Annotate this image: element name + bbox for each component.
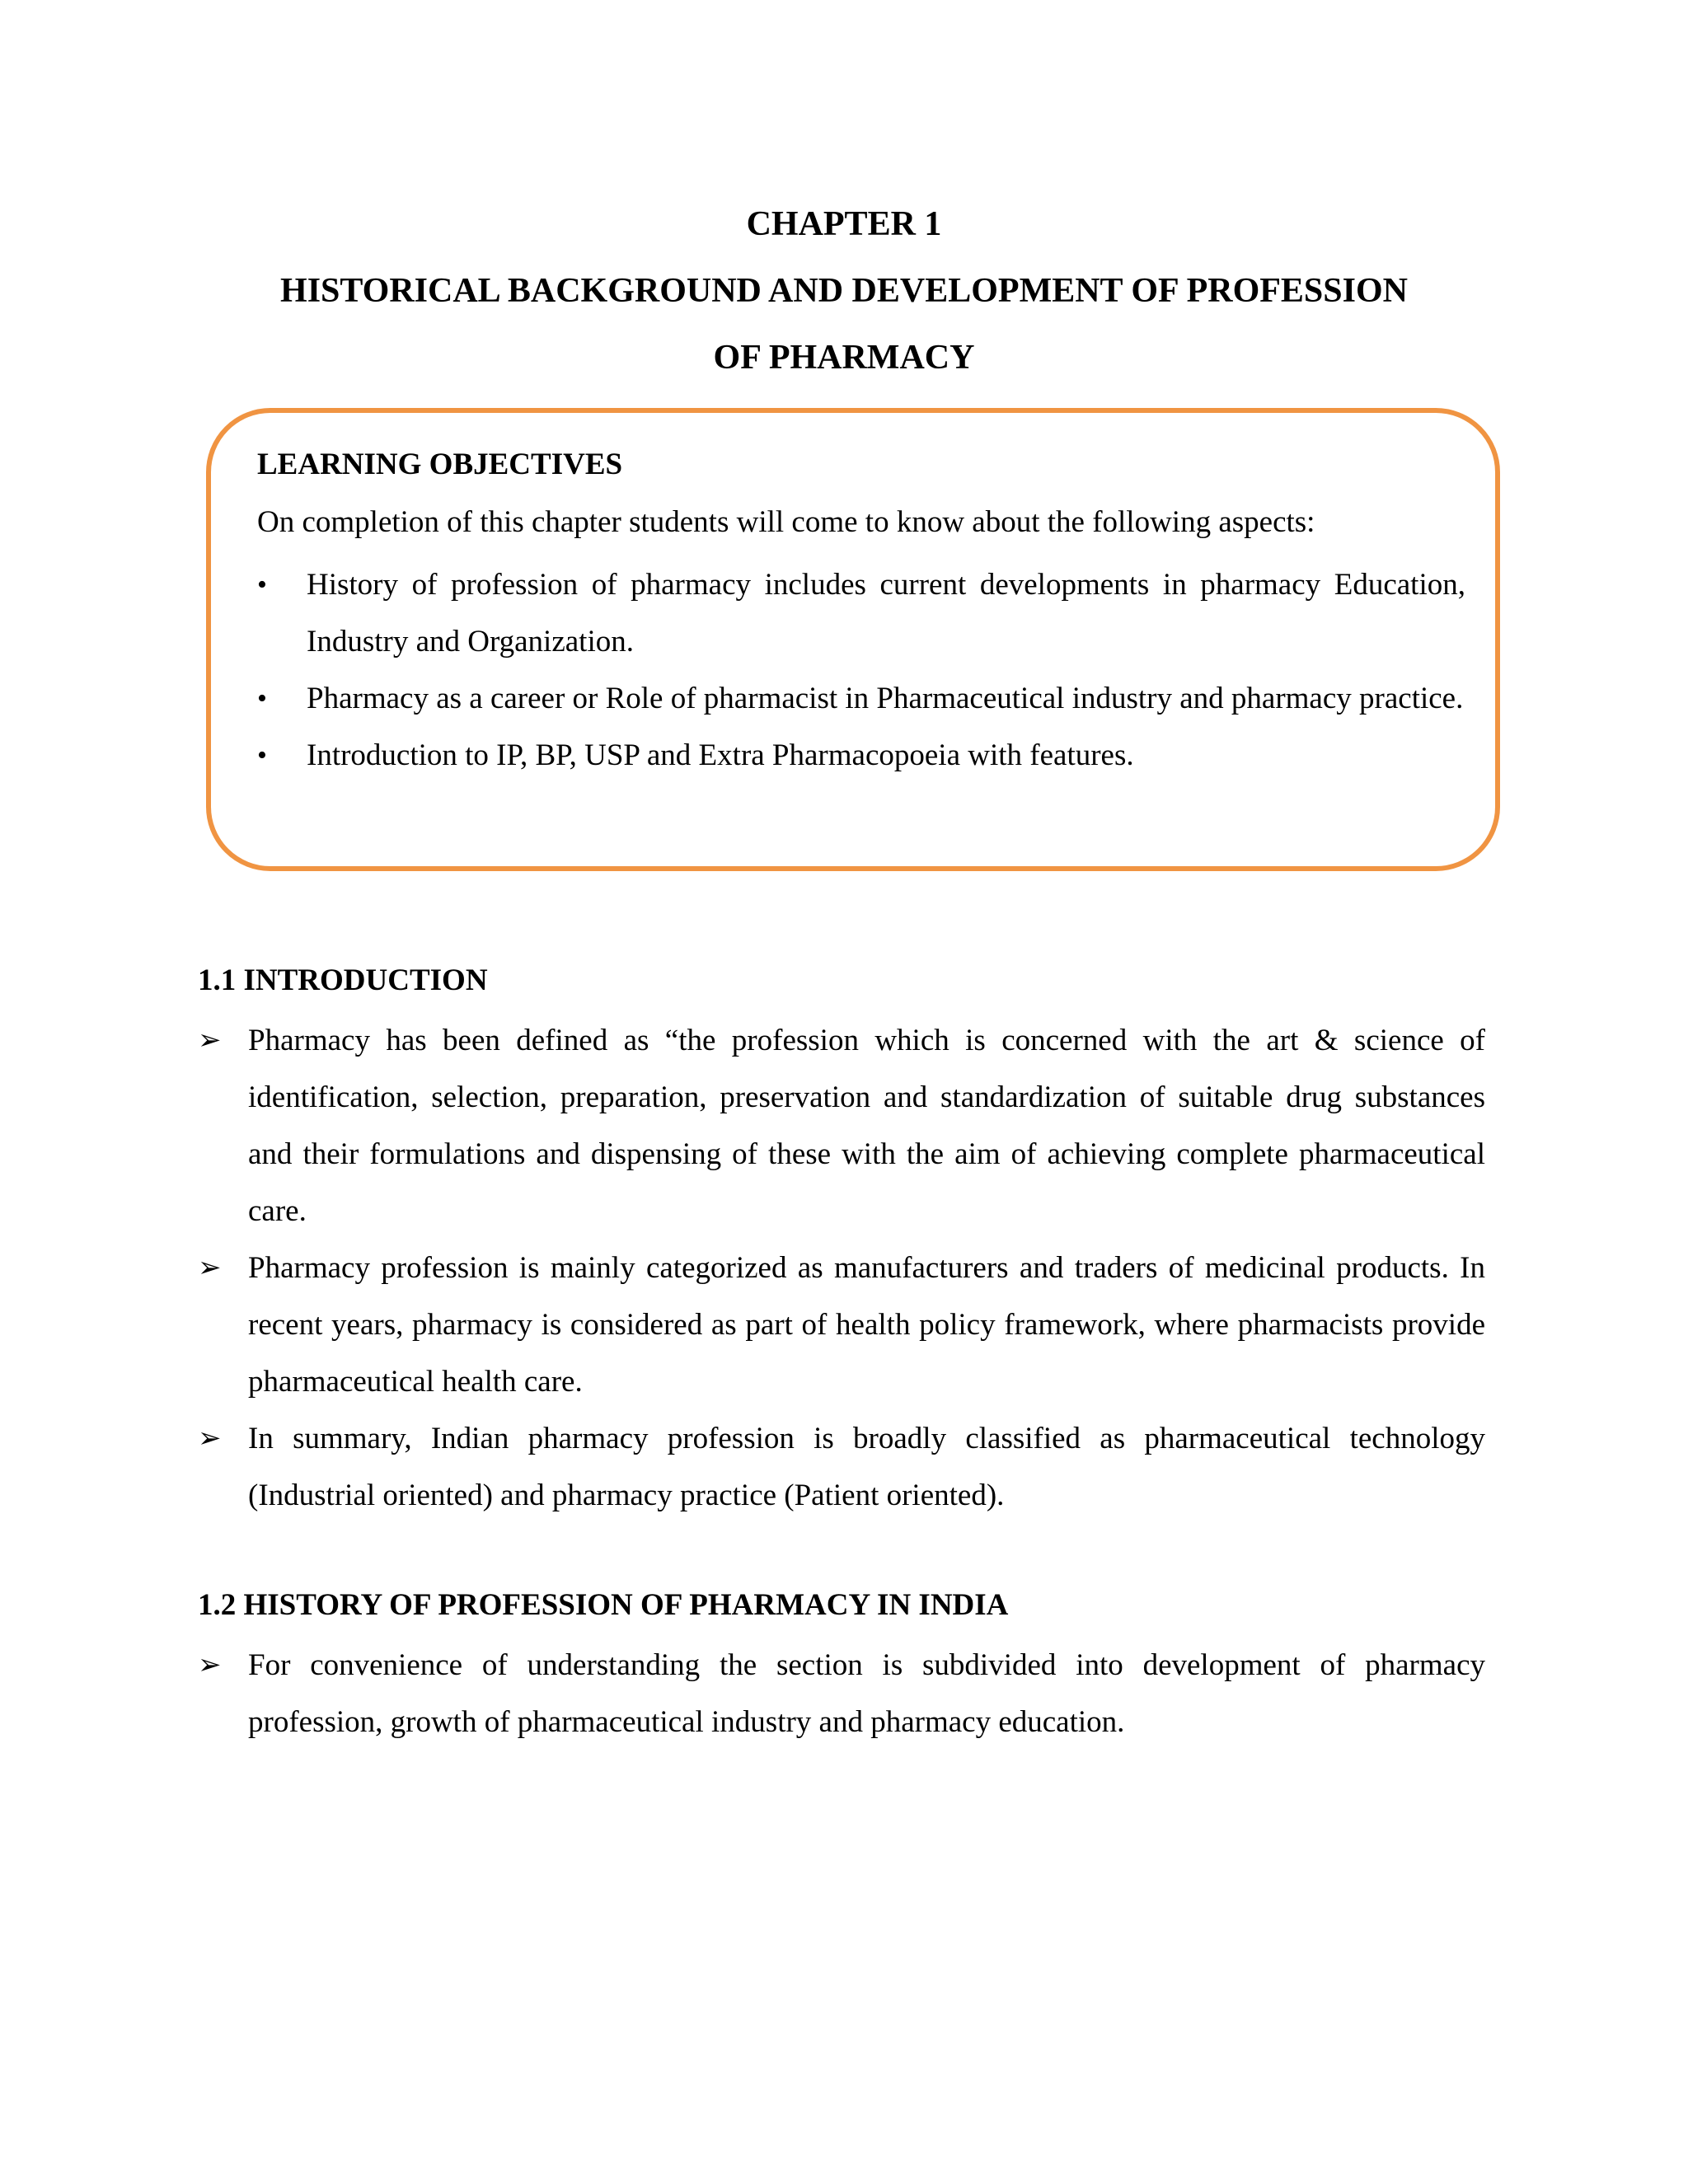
objective-text: Introduction to IP, BP, USP and Extra Pharmacopoeia with features. <box>307 738 1134 772</box>
chapter-title-line-2: OF PHARMACY <box>713 339 975 377</box>
list-item <box>198 1240 1485 1410</box>
paragraph-list <box>198 1012 1485 1524</box>
learning-objectives-list <box>257 556 1465 784</box>
section-introduction <box>198 956 1485 1524</box>
list-item <box>198 1012 1485 1240</box>
paragraph-text: In summary, Indian pharmacy profession is broadly classified as pharmaceutical technology (Industrial oriented) and pharmacy practice (Patient oriented). <box>248 1422 1485 1512</box>
arrow-bullet-icon: ➢ <box>198 1648 222 1681</box>
chapter-heading <box>0 191 1688 391</box>
objective-item <box>257 556 1465 670</box>
objective-item <box>257 727 1465 784</box>
paragraph-text: Pharmacy profession is mainly categorized as manufacturers and traders of medicinal products. In recent years, pharmacy is considered as part of health policy framework, where pharmacists provide pharmaceutical health care. <box>248 1251 1485 1399</box>
bullet-icon: • <box>257 740 267 771</box>
arrow-bullet-icon: ➢ <box>198 1422 222 1455</box>
chapter-number: CHAPTER 1 <box>746 205 942 243</box>
section-title: 1.2 HISTORY OF PROFESSION OF PHARMACY IN INDIA <box>198 1588 1009 1622</box>
learning-objectives-box <box>206 408 1500 871</box>
section-history-india <box>198 1581 1485 1750</box>
objective-item <box>257 670 1465 727</box>
learning-objectives-heading: LEARNING OBJECTIVES <box>257 448 623 481</box>
learning-objectives-intro: On completion of this chapter students will come to know about the following aspects: <box>257 505 1315 539</box>
bullet-icon: • <box>257 683 267 714</box>
section-title: 1.1 INTRODUCTION <box>198 963 488 997</box>
objective-text: History of profession of pharmacy includes current developments in pharmacy Education, Industry and Organization. <box>307 568 1465 658</box>
arrow-bullet-icon: ➢ <box>198 1251 222 1284</box>
paragraph-text: Pharmacy has been defined as “the profession which is concerned with the art & science of identification, selection, preparation, preservation and standardization of suitable drug substances and their formulations and dispensing of these with the aim of achieving complete pharmaceutical care. <box>248 1024 1485 1228</box>
list-item <box>198 1637 1485 1750</box>
bullet-icon: • <box>257 569 267 600</box>
objective-text: Pharmacy as a career or Role of pharmacist in Pharmaceutical industry and pharmacy practice. <box>307 682 1464 715</box>
paragraph-list <box>198 1637 1485 1750</box>
paragraph-text: For convenience of understanding the section is subdivided into development of pharmacy profession, growth of pharmaceutical industry and pharmacy education. <box>248 1648 1485 1739</box>
arrow-bullet-icon: ➢ <box>198 1024 222 1057</box>
chapter-title-line-1: HISTORICAL BACKGROUND AND DEVELOPMENT OF PROFESSION <box>280 272 1408 310</box>
list-item <box>198 1410 1485 1524</box>
